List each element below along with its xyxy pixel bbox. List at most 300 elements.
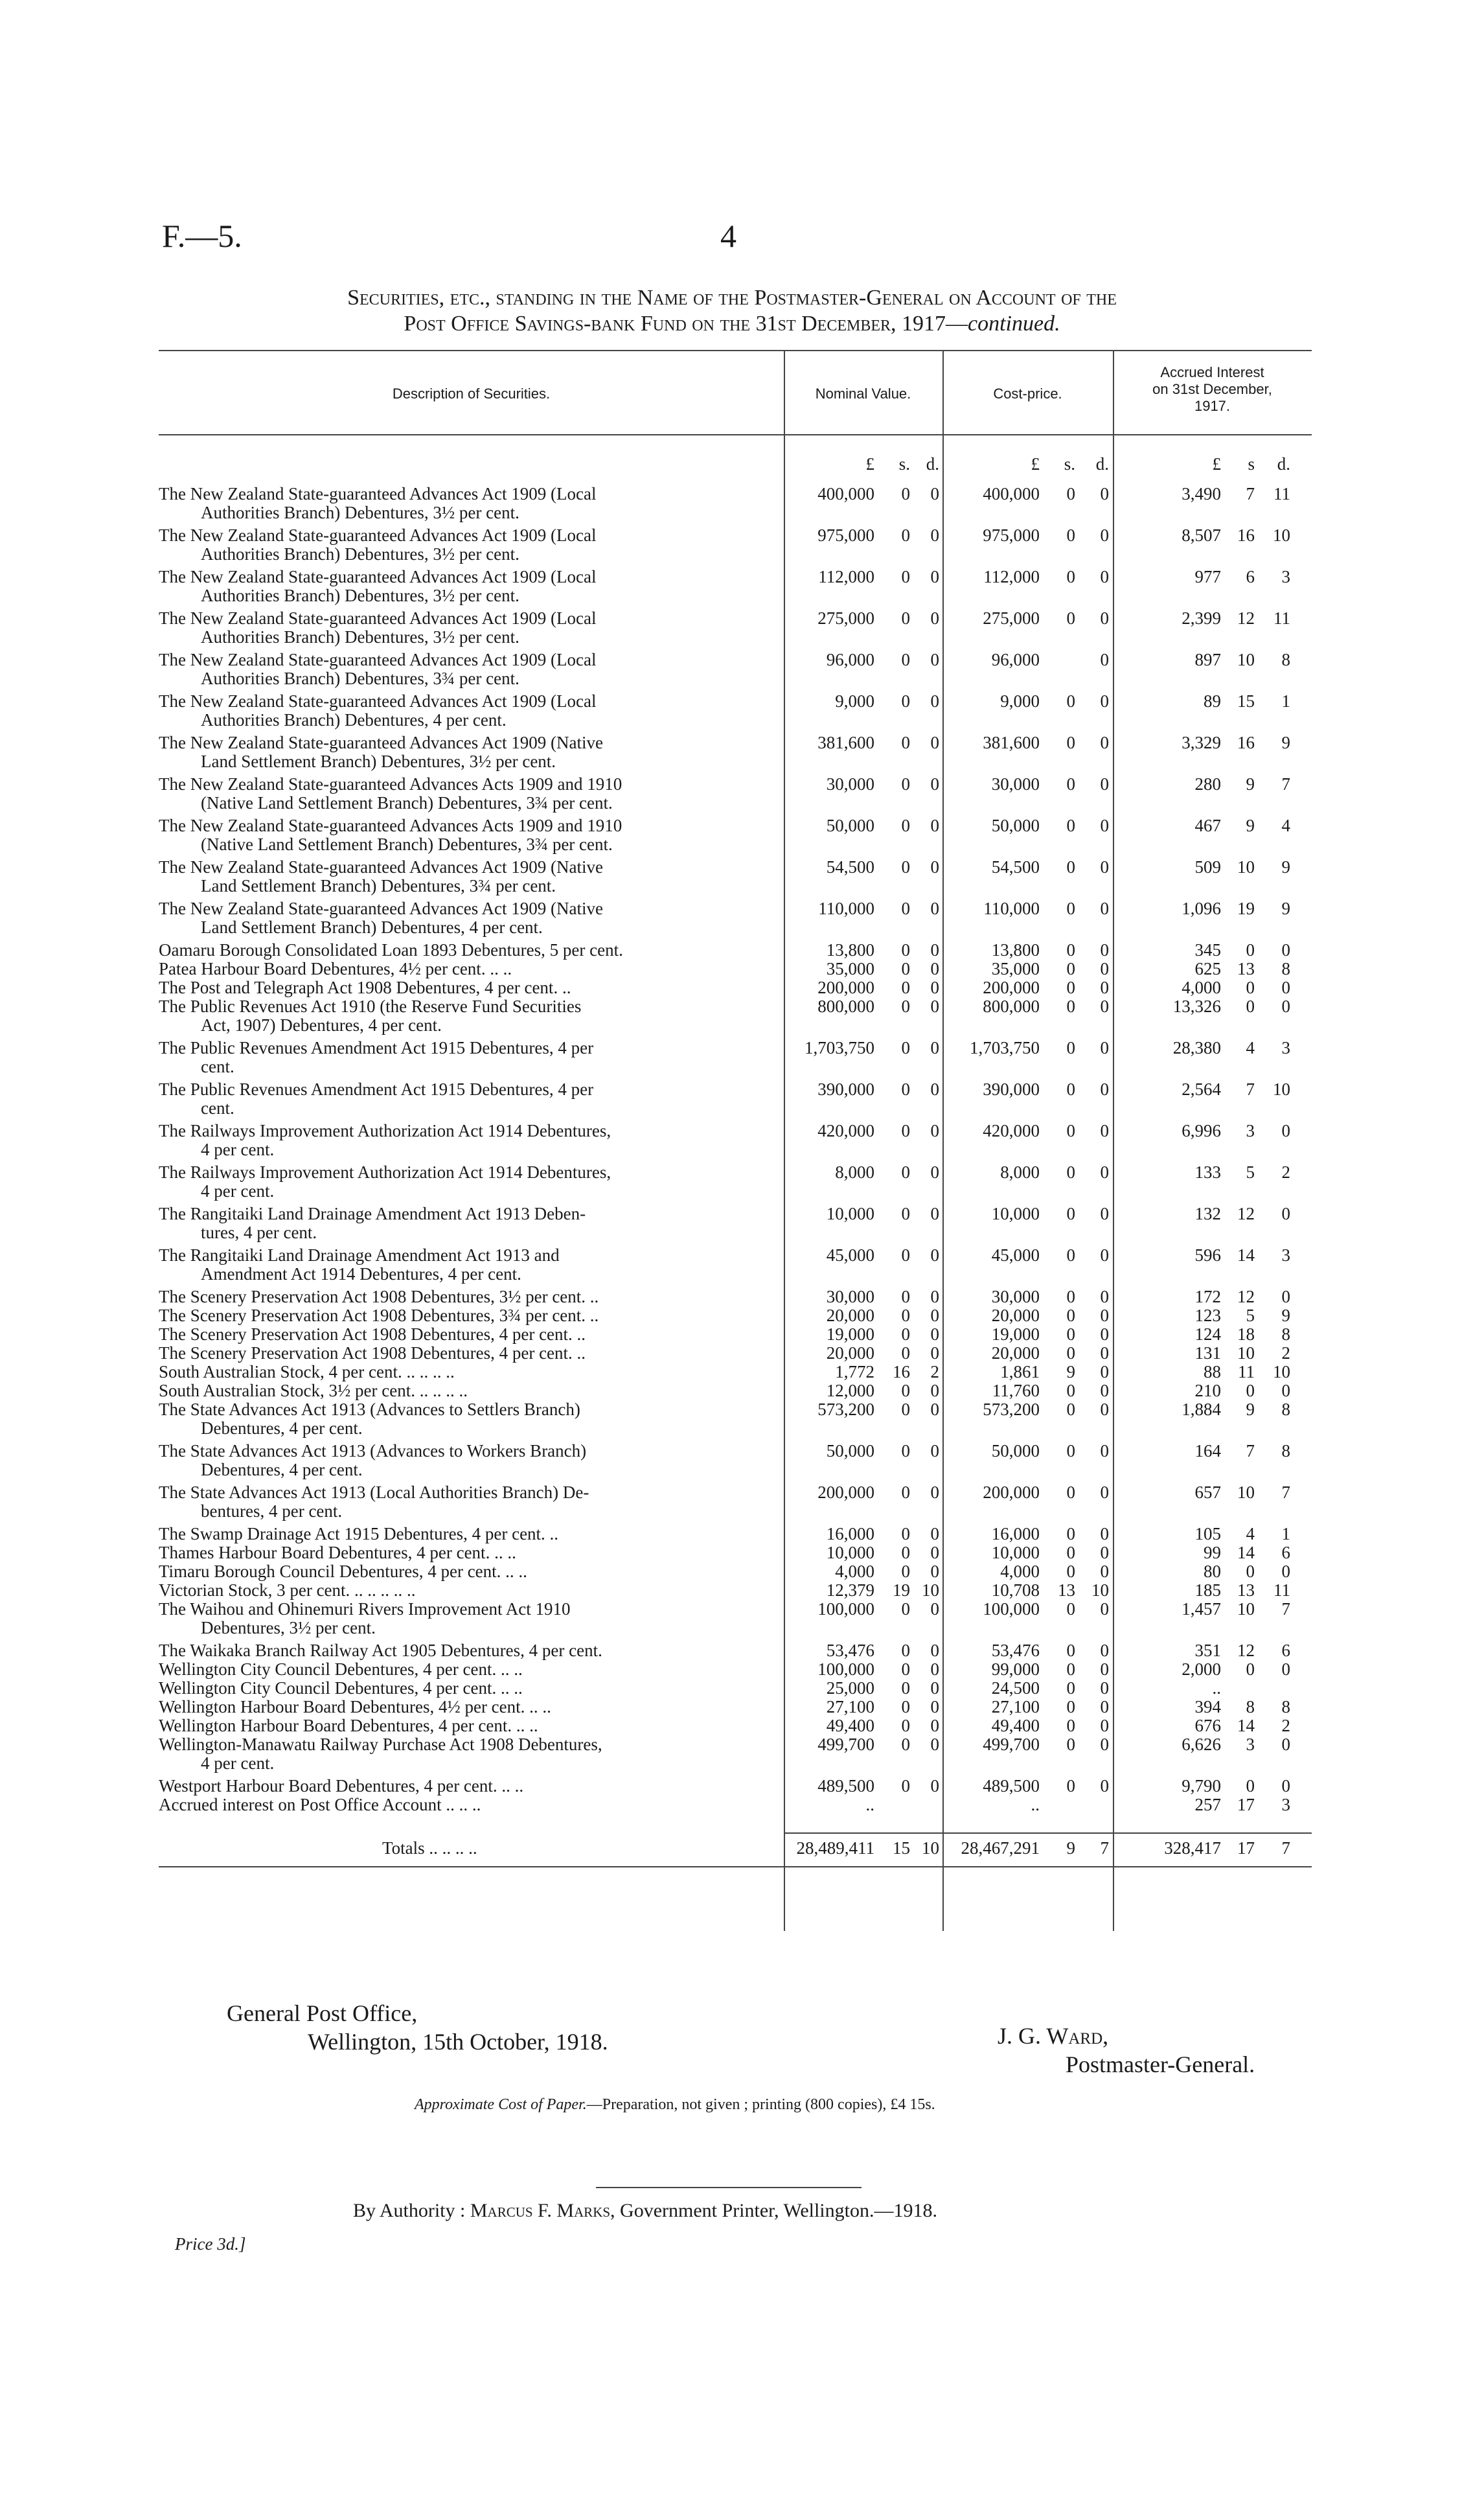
totals-top-rule bbox=[784, 1832, 1312, 1834]
nominal-shillings: 0 bbox=[901, 1659, 910, 1679]
cost-pounds: 10,000 bbox=[991, 1543, 1040, 1562]
cost-shillings: 0 bbox=[1066, 978, 1075, 997]
unit-pence: d. bbox=[926, 454, 939, 474]
description-line: The Scenery Preservation Act 1908 Debentures, 4 per cent. .. bbox=[159, 1324, 586, 1344]
nominal-pence: 0 bbox=[930, 1400, 939, 1419]
nominal-shillings: 0 bbox=[901, 1562, 910, 1581]
cost-pounds: 96,000 bbox=[991, 650, 1040, 669]
description-continuation: Authorities Branch) Debentures, 3¾ per cent. bbox=[201, 669, 519, 688]
header-accrued-interest bbox=[1113, 364, 1312, 415]
accrued-pence: 6 bbox=[1281, 1543, 1290, 1562]
accrued-pounds: 2,000 bbox=[1181, 1659, 1221, 1679]
nominal-shillings: 0 bbox=[901, 1121, 910, 1140]
accrued-pence: 10 bbox=[1273, 1362, 1290, 1381]
accrued-shillings: 14 bbox=[1237, 1245, 1255, 1265]
cost-shillings: 0 bbox=[1066, 1562, 1075, 1581]
security-description bbox=[159, 1483, 784, 1521]
header-nominal-value: Nominal Value. bbox=[815, 386, 911, 402]
nominal-shillings: 0 bbox=[901, 1287, 910, 1306]
accrued-pounds: 2,564 bbox=[1181, 1080, 1221, 1099]
unit-shilling: s. bbox=[1064, 454, 1075, 474]
authority-rule bbox=[596, 2187, 862, 2188]
cost-pounds: 8,000 bbox=[1000, 1162, 1040, 1182]
description-line: South Australian Stock, 3½ per cent. .. .. .. .. bbox=[159, 1381, 468, 1400]
nominal-shillings: 0 bbox=[901, 1381, 910, 1400]
security-description bbox=[159, 1777, 784, 1796]
description-continuation: Act, 1907) Debentures, 4 per cent. bbox=[201, 1015, 442, 1035]
accrued-shillings: 12 bbox=[1237, 1641, 1255, 1660]
column-divider bbox=[1113, 350, 1114, 1931]
cost-pence: 0 bbox=[1100, 1562, 1109, 1581]
accrued-shillings: 14 bbox=[1237, 1543, 1255, 1562]
accrued-shillings: 13 bbox=[1237, 1580, 1255, 1600]
description-line: The New Zealand State-guaranteed Advances Acts 1909 and 1910 bbox=[159, 774, 622, 794]
description-line: The Waihou and Ohinemuri Rivers Improvement Act 1910 bbox=[159, 1599, 571, 1619]
security-description bbox=[159, 941, 784, 960]
security-description bbox=[159, 1562, 784, 1581]
footer-place bbox=[227, 1999, 608, 2056]
security-description bbox=[159, 1122, 784, 1159]
security-description bbox=[159, 816, 784, 854]
signer-name: J. G. Ward, bbox=[998, 2023, 1109, 2049]
accrued-shillings: 12 bbox=[1237, 608, 1255, 628]
cost-pounds: 4,000 bbox=[1000, 1562, 1040, 1581]
accrued-pounds: 977 bbox=[1194, 567, 1221, 586]
cost-shillings: 0 bbox=[1066, 1716, 1075, 1735]
nominal-pounds: 975,000 bbox=[817, 526, 874, 545]
nominal-pounds: 20,000 bbox=[826, 1306, 874, 1325]
cost-pounds: 100,000 bbox=[983, 1599, 1040, 1619]
accrued-pence: 7 bbox=[1281, 1483, 1290, 1502]
accrued-shillings: 0 bbox=[1246, 1776, 1255, 1796]
description-continuation: Authorities Branch) Debentures, 3½ per cent. bbox=[201, 627, 519, 647]
nominal-pence: 0 bbox=[930, 691, 939, 711]
accrued-pounds: 123 bbox=[1194, 1306, 1221, 1325]
accrued-shillings: 0 bbox=[1246, 1659, 1255, 1679]
nominal-pounds: .. bbox=[865, 1795, 874, 1814]
accrued-shillings: 7 bbox=[1246, 1441, 1255, 1461]
accrued-pounds: 467 bbox=[1194, 816, 1221, 835]
cost-pounds: 30,000 bbox=[991, 774, 1040, 794]
header-cost-price: Cost-price. bbox=[993, 386, 1062, 402]
nominal-pence: 0 bbox=[930, 816, 939, 835]
cost-pence: 0 bbox=[1100, 1287, 1109, 1306]
cost-pence: 0 bbox=[1100, 1543, 1109, 1562]
accrued-pounds: 164 bbox=[1194, 1441, 1221, 1461]
authority-prefix: By Authority : bbox=[353, 2200, 470, 2221]
cost-pence: 0 bbox=[1100, 567, 1109, 586]
authority-line bbox=[353, 2200, 937, 2222]
nominal-pence: 0 bbox=[930, 1287, 939, 1306]
nominal-shillings: 19 bbox=[893, 1580, 910, 1600]
accrued-pence: 6 bbox=[1281, 1641, 1290, 1660]
cost-pounds: 28,467,291 bbox=[961, 1838, 1040, 1858]
accrued-pence: 1 bbox=[1281, 691, 1290, 711]
cost-pence: 0 bbox=[1100, 940, 1109, 960]
nominal-shillings: 0 bbox=[901, 1038, 910, 1057]
nominal-pence: 0 bbox=[930, 1080, 939, 1099]
description-line: The New Zealand State-guaranteed Advances Act 1909 (Native bbox=[159, 899, 603, 918]
security-description bbox=[159, 1205, 784, 1242]
nominal-pounds: 45,000 bbox=[826, 1245, 874, 1265]
nominal-pence: 0 bbox=[930, 959, 939, 978]
nominal-pence: 0 bbox=[930, 608, 939, 628]
cost-pence: 0 bbox=[1100, 1716, 1109, 1735]
cost-note bbox=[415, 2096, 935, 2114]
nominal-pounds: 10,000 bbox=[826, 1204, 874, 1223]
accrued-pounds: 9,790 bbox=[1181, 1776, 1221, 1796]
nominal-pence: 0 bbox=[930, 1381, 939, 1400]
cost-pounds: 200,000 bbox=[983, 1483, 1040, 1502]
accrued-pence: 3 bbox=[1281, 1038, 1290, 1057]
accrued-pounds: 124 bbox=[1194, 1324, 1221, 1344]
nominal-pounds: 35,000 bbox=[826, 959, 874, 978]
security-description bbox=[159, 899, 784, 937]
nominal-pounds: 390,000 bbox=[817, 1080, 874, 1099]
nominal-pence: 0 bbox=[930, 1524, 939, 1543]
description-line: The Rangitaiki Land Drainage Amendment Act 1913 Deben- bbox=[159, 1204, 586, 1223]
accrued-pence: 2 bbox=[1281, 1716, 1290, 1735]
cost-pence: 0 bbox=[1100, 774, 1109, 794]
accrued-pounds: 351 bbox=[1194, 1641, 1221, 1660]
accrued-pence: 0 bbox=[1281, 1776, 1290, 1796]
nominal-pounds: 275,000 bbox=[817, 608, 874, 628]
accrued-pounds: 1,457 bbox=[1181, 1599, 1221, 1619]
description-line: Timaru Borough Council Debentures, 4 per cent. .. .. bbox=[159, 1562, 527, 1581]
accrued-pounds: 328,417 bbox=[1164, 1838, 1221, 1858]
cost-pounds: 499,700 bbox=[983, 1735, 1040, 1754]
description-line: The Waikaka Branch Railway Act 1905 Debentures, 4 per cent. bbox=[159, 1641, 602, 1660]
accrued-pounds: 596 bbox=[1194, 1245, 1221, 1265]
security-description bbox=[159, 1039, 784, 1076]
security-description bbox=[159, 1288, 784, 1306]
table-bottom-rule bbox=[159, 1866, 1312, 1867]
unit-pence: d. bbox=[1095, 454, 1109, 474]
nominal-shillings: 0 bbox=[901, 1483, 910, 1502]
cost-shillings: 0 bbox=[1066, 691, 1075, 711]
description-continuation: (Native Land Settlement Branch) Debentures, 3¾ per cent. bbox=[201, 835, 613, 854]
description-continuation: 4 per cent. bbox=[201, 1753, 275, 1773]
description-continuation: Land Settlement Branch) Debentures, 3½ per cent. bbox=[201, 752, 556, 771]
nominal-pounds: 28,489,411 bbox=[796, 1838, 874, 1858]
cost-pounds: 381,600 bbox=[983, 733, 1040, 752]
security-description bbox=[159, 526, 784, 564]
accrued-pence: 9 bbox=[1281, 899, 1290, 918]
nominal-pounds: 489,500 bbox=[817, 1776, 874, 1796]
nominal-shillings: 0 bbox=[901, 650, 910, 669]
signer-title: Postmaster-General. bbox=[1066, 2051, 1255, 2077]
security-description bbox=[159, 733, 784, 771]
accrued-shillings: 5 bbox=[1246, 1306, 1255, 1325]
nominal-pounds: 200,000 bbox=[817, 1483, 874, 1502]
accrued-shillings: 9 bbox=[1246, 816, 1255, 835]
unit-shilling: s. bbox=[898, 454, 910, 474]
accrued-shillings: 4 bbox=[1246, 1038, 1255, 1057]
nominal-pounds: 9,000 bbox=[835, 691, 874, 711]
nominal-pounds: 573,200 bbox=[817, 1400, 874, 1419]
nominal-pence: 0 bbox=[930, 1543, 939, 1562]
accrued-pence: 3 bbox=[1281, 1795, 1290, 1814]
nominal-pence: 0 bbox=[930, 774, 939, 794]
cost-pounds: 975,000 bbox=[983, 526, 1040, 545]
cost-pence: 0 bbox=[1100, 1080, 1109, 1099]
cost-shillings: 0 bbox=[1066, 1204, 1075, 1223]
description-line: The Scenery Preservation Act 1908 Debentures, 3¾ per cent. .. bbox=[159, 1306, 599, 1325]
security-description bbox=[159, 1660, 784, 1679]
accrued-shillings: 10 bbox=[1237, 1483, 1255, 1502]
description-line: The Railways Improvement Authorization Act 1914 Debentures, bbox=[159, 1121, 611, 1140]
cost-shillings: 0 bbox=[1066, 1287, 1075, 1306]
cost-note-label: Approximate Cost of Paper. bbox=[415, 2096, 587, 2113]
nominal-shillings: 0 bbox=[901, 1524, 910, 1543]
accrued-pounds: 105 bbox=[1194, 1524, 1221, 1543]
cost-pence: 0 bbox=[1100, 1735, 1109, 1754]
description-line: Victorian Stock, 3 per cent. .. .. .. .. .. bbox=[159, 1580, 416, 1600]
nominal-pounds: 50,000 bbox=[826, 816, 874, 835]
nominal-pounds: 27,100 bbox=[826, 1697, 874, 1716]
cost-shillings: 0 bbox=[1066, 1641, 1075, 1660]
nominal-pounds: 49,400 bbox=[826, 1716, 874, 1735]
cost-pence: 0 bbox=[1100, 816, 1109, 835]
price: Price 3d.] bbox=[175, 2234, 246, 2254]
accrued-shillings: 12 bbox=[1237, 1287, 1255, 1306]
cost-pounds: 54,500 bbox=[991, 857, 1040, 877]
nominal-pounds: 20,000 bbox=[826, 1343, 874, 1363]
security-description bbox=[159, 1344, 784, 1363]
nominal-shillings: 0 bbox=[901, 1697, 910, 1716]
nominal-shillings: 0 bbox=[901, 1400, 910, 1419]
cost-pence: 7 bbox=[1100, 1838, 1109, 1858]
unit-pound: £ bbox=[865, 454, 874, 474]
cost-pence: 0 bbox=[1100, 691, 1109, 711]
cost-pounds: 20,000 bbox=[991, 1306, 1040, 1325]
nominal-pence: 0 bbox=[930, 1038, 939, 1057]
description-line: The Scenery Preservation Act 1908 Debentures, 4 per cent. .. bbox=[159, 1343, 586, 1363]
security-description bbox=[159, 858, 784, 895]
nominal-pence: 0 bbox=[930, 899, 939, 918]
accrued-pence: 3 bbox=[1281, 567, 1290, 586]
nominal-shillings: 0 bbox=[901, 1080, 910, 1099]
cost-pounds: 420,000 bbox=[983, 1121, 1040, 1140]
nominal-pence: 0 bbox=[930, 484, 939, 503]
cost-shillings: 0 bbox=[1066, 1343, 1075, 1363]
accrued-shillings: 10 bbox=[1237, 1343, 1255, 1363]
nominal-pence: 0 bbox=[930, 978, 939, 997]
accrued-pounds: .. bbox=[1212, 1678, 1221, 1698]
description-line: The New Zealand State-guaranteed Advances Act 1909 (Native bbox=[159, 733, 603, 752]
cost-shillings: 9 bbox=[1066, 1362, 1075, 1381]
cost-pounds: 1,703,750 bbox=[970, 1038, 1040, 1057]
title-line-2 bbox=[149, 311, 1315, 337]
cost-pounds: 53,476 bbox=[991, 1641, 1040, 1660]
cost-pounds: 27,100 bbox=[991, 1697, 1040, 1716]
security-description bbox=[159, 1698, 784, 1716]
description-line: The New Zealand State-guaranteed Advances Act 1909 (Local bbox=[159, 526, 597, 545]
security-description bbox=[159, 1163, 784, 1201]
accrued-shillings: 10 bbox=[1237, 650, 1255, 669]
cost-pounds: 20,000 bbox=[991, 1343, 1040, 1363]
cost-shillings: 0 bbox=[1066, 733, 1075, 752]
cost-shillings: 0 bbox=[1066, 1400, 1075, 1419]
description-line: The Public Revenues Amendment Act 1915 Debentures, 4 per bbox=[159, 1080, 594, 1099]
nominal-shillings: 0 bbox=[901, 1204, 910, 1223]
description-line: The Public Revenues Amendment Act 1915 Debentures, 4 per bbox=[159, 1038, 594, 1057]
nominal-pounds: 110,000 bbox=[818, 899, 874, 918]
accrued-pounds: 80 bbox=[1204, 1562, 1221, 1581]
cost-shillings: 0 bbox=[1066, 608, 1075, 628]
nominal-shillings: 0 bbox=[901, 1324, 910, 1344]
accrued-pounds: 131 bbox=[1194, 1343, 1221, 1363]
accrued-pence: 3 bbox=[1281, 1245, 1290, 1265]
security-description bbox=[159, 1306, 784, 1325]
nominal-pence: 0 bbox=[930, 1245, 939, 1265]
nominal-shillings: 0 bbox=[901, 1441, 910, 1461]
security-description bbox=[159, 568, 784, 605]
nominal-pounds: 200,000 bbox=[817, 978, 874, 997]
cost-shillings: 0 bbox=[1066, 567, 1075, 586]
cost-pounds: 45,000 bbox=[991, 1245, 1040, 1265]
nominal-shillings: 0 bbox=[901, 526, 910, 545]
cost-note-text: —Preparation, not given ; printing (800 copies), £4 15s. bbox=[586, 2096, 935, 2113]
accrued-pence: 0 bbox=[1281, 1121, 1290, 1140]
cost-shillings: 0 bbox=[1066, 857, 1075, 877]
cost-shillings: 0 bbox=[1066, 899, 1075, 918]
accrued-pounds: 6,996 bbox=[1181, 1121, 1221, 1140]
accrued-pounds: 210 bbox=[1194, 1381, 1221, 1400]
description-line: The Swamp Drainage Act 1915 Debentures, 4 per cent. .. bbox=[159, 1524, 559, 1543]
nominal-shillings: 0 bbox=[901, 1641, 910, 1660]
nominal-pence: 0 bbox=[930, 1735, 939, 1754]
description-continuation: 4 per cent. bbox=[201, 1181, 275, 1201]
nominal-shillings: 15 bbox=[893, 1838, 910, 1858]
description-line: The Railways Improvement Authorization Act 1914 Debentures, bbox=[159, 1162, 611, 1182]
accrued-shillings: 10 bbox=[1237, 857, 1255, 877]
accrued-pence: 10 bbox=[1273, 1080, 1290, 1099]
footer-office: General Post Office, bbox=[227, 2000, 418, 2026]
description-continuation: Authorities Branch) Debentures, 3½ per cent. bbox=[201, 586, 519, 605]
nominal-pounds: 30,000 bbox=[826, 774, 874, 794]
unit-pence: d. bbox=[1277, 454, 1290, 474]
accrued-shillings: 0 bbox=[1246, 1381, 1255, 1400]
accrued-pence: 7 bbox=[1281, 1599, 1290, 1619]
nominal-pounds: 4,000 bbox=[835, 1562, 874, 1581]
cost-pounds: 24,500 bbox=[991, 1678, 1040, 1698]
cost-pounds: 10,000 bbox=[991, 1204, 1040, 1223]
cost-pence: 0 bbox=[1100, 959, 1109, 978]
accrued-shillings: 5 bbox=[1246, 1162, 1255, 1182]
nominal-pence: 10 bbox=[922, 1838, 939, 1858]
accrued-pence: 0 bbox=[1281, 1381, 1290, 1400]
cost-shillings: 0 bbox=[1066, 1245, 1075, 1265]
nominal-pence: 0 bbox=[930, 1343, 939, 1363]
cost-pounds: 800,000 bbox=[983, 997, 1040, 1016]
nominal-pence: 0 bbox=[930, 1562, 939, 1581]
cost-shillings: 0 bbox=[1066, 1483, 1075, 1502]
security-description bbox=[159, 1525, 784, 1543]
nominal-pence: 0 bbox=[930, 650, 939, 669]
nominal-pounds: 12,000 bbox=[826, 1381, 874, 1400]
cost-pounds: 112,000 bbox=[983, 567, 1040, 586]
accrued-pence: 8 bbox=[1281, 1324, 1290, 1344]
description-line: Wellington Harbour Board Debentures, 4½ per cent. .. .. bbox=[159, 1697, 551, 1716]
cost-pounds: 200,000 bbox=[983, 978, 1040, 997]
nominal-pounds: 30,000 bbox=[826, 1287, 874, 1306]
cost-shillings: 0 bbox=[1066, 816, 1075, 835]
cost-pence: 0 bbox=[1100, 1524, 1109, 1543]
accrued-shillings: 7 bbox=[1246, 1080, 1255, 1099]
security-description bbox=[159, 1080, 784, 1118]
nominal-pounds: 50,000 bbox=[826, 1441, 874, 1461]
nominal-pounds: 100,000 bbox=[817, 1659, 874, 1679]
cost-pence: 0 bbox=[1100, 1400, 1109, 1419]
description-continuation: Authorities Branch) Debentures, 3½ per cent. bbox=[201, 503, 519, 522]
accrued-pence: 8 bbox=[1281, 1697, 1290, 1716]
description-line: The Scenery Preservation Act 1908 Debentures, 3½ per cent. .. bbox=[159, 1287, 599, 1306]
cost-pounds: 9,000 bbox=[1000, 691, 1040, 711]
accrued-pence: 1 bbox=[1281, 1524, 1290, 1543]
accrued-shillings: 17 bbox=[1237, 1795, 1255, 1814]
accrued-shillings: 16 bbox=[1237, 526, 1255, 545]
accrued-pounds: 28,380 bbox=[1172, 1038, 1221, 1057]
nominal-pounds: 100,000 bbox=[817, 1599, 874, 1619]
accrued-pence: 8 bbox=[1281, 1441, 1290, 1461]
nominal-pounds: 19,000 bbox=[826, 1324, 874, 1344]
cost-pence: 0 bbox=[1100, 650, 1109, 669]
securities-table bbox=[159, 350, 1312, 1950]
nominal-pence: 0 bbox=[930, 1641, 939, 1660]
cost-shillings: 0 bbox=[1066, 1678, 1075, 1698]
description-line: Patea Harbour Board Debentures, 4½ per cent. .. .. bbox=[159, 959, 512, 978]
accrued-pence: 0 bbox=[1281, 1735, 1290, 1754]
accrued-pence: 0 bbox=[1281, 1287, 1290, 1306]
cost-shillings: 0 bbox=[1066, 959, 1075, 978]
nominal-pence: 0 bbox=[930, 1697, 939, 1716]
description-continuation: Amendment Act 1914 Debentures, 4 per cent. bbox=[201, 1264, 521, 1284]
nominal-pence: 0 bbox=[930, 1483, 939, 1502]
description-continuation: Debentures, 4 per cent. bbox=[201, 1460, 363, 1479]
accrued-pounds: 657 bbox=[1194, 1483, 1221, 1502]
cost-shillings: 0 bbox=[1066, 526, 1075, 545]
accrued-shillings: 12 bbox=[1237, 1204, 1255, 1223]
accrued-pounds: 88 bbox=[1204, 1362, 1221, 1381]
cost-pounds: 13,800 bbox=[991, 940, 1040, 960]
cost-pence: 0 bbox=[1100, 1483, 1109, 1502]
cost-pounds: 50,000 bbox=[991, 1441, 1040, 1461]
accrued-pounds: 345 bbox=[1194, 940, 1221, 960]
security-description bbox=[159, 1325, 784, 1344]
security-description bbox=[159, 1442, 784, 1479]
cost-pence: 0 bbox=[1100, 1038, 1109, 1057]
nominal-shillings: 0 bbox=[901, 484, 910, 503]
cost-shillings: 13 bbox=[1058, 1580, 1075, 1600]
cost-shillings: 0 bbox=[1066, 1306, 1075, 1325]
cost-pence: 0 bbox=[1100, 1245, 1109, 1265]
nominal-shillings: 0 bbox=[901, 1776, 910, 1796]
accrued-shillings: 10 bbox=[1237, 1599, 1255, 1619]
accrued-pounds: 132 bbox=[1194, 1204, 1221, 1223]
cost-pounds: 1,861 bbox=[1000, 1362, 1040, 1381]
cost-shillings: 0 bbox=[1066, 1659, 1075, 1679]
accrued-shillings: 19 bbox=[1237, 899, 1255, 918]
cost-pence: 0 bbox=[1100, 1306, 1109, 1325]
nominal-shillings: 0 bbox=[901, 816, 910, 835]
security-description bbox=[159, 997, 784, 1035]
nominal-pounds: 13,800 bbox=[826, 940, 874, 960]
accrued-shillings: 15 bbox=[1237, 691, 1255, 711]
cost-pounds: 50,000 bbox=[991, 816, 1040, 835]
nominal-pence: 0 bbox=[930, 1121, 939, 1140]
accrued-shillings: 4 bbox=[1246, 1524, 1255, 1543]
